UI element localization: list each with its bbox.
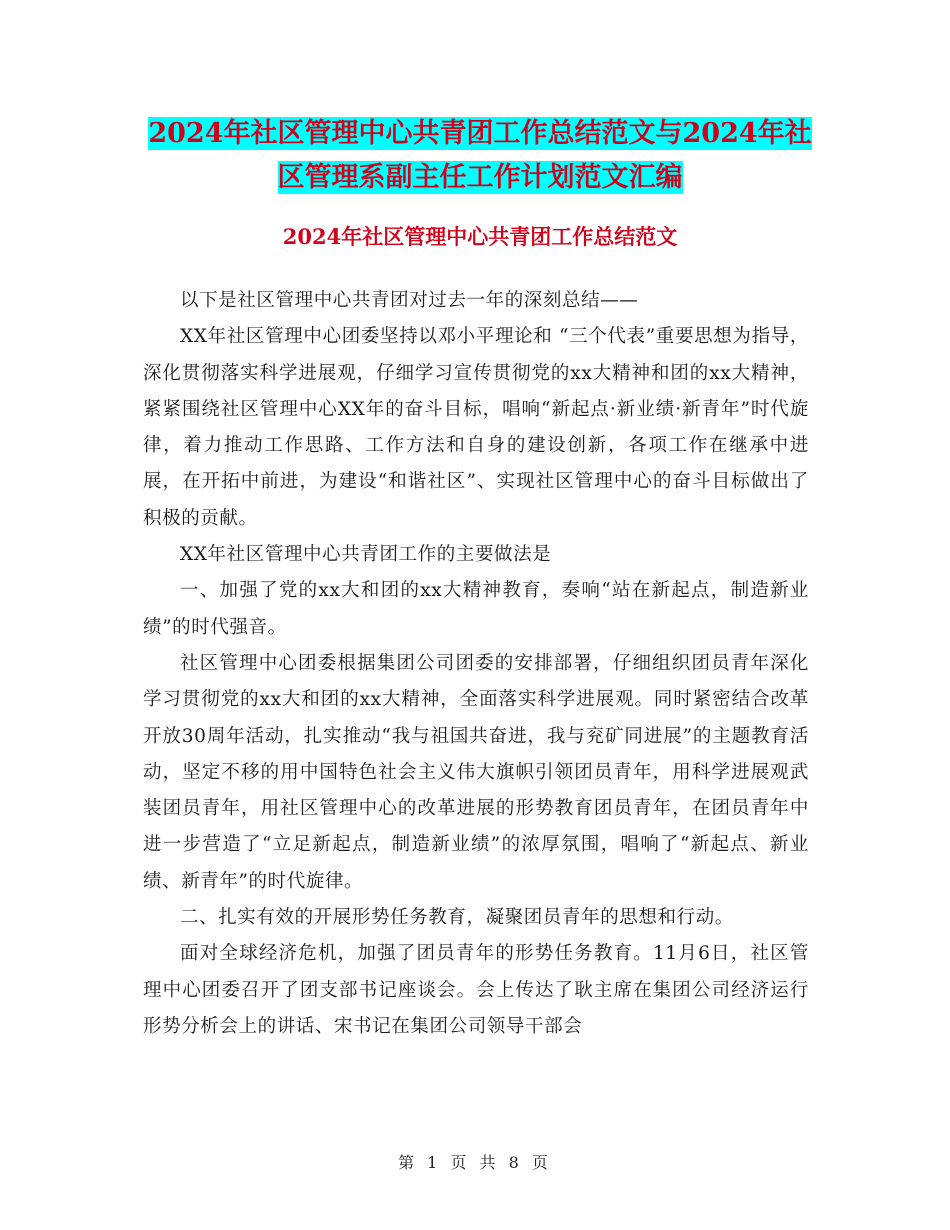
paragraph: 以下是社区管理中心共青团对过去一年的深刻总结——: [180, 290, 639, 311]
document-body: [143, 283, 809, 1045]
page-footer: 第 1 页 共 8 页: [398, 1153, 552, 1172]
paragraph: 面对全球经济危机，加强了团员青年的形势任务教育。11月6日，社区管理中心团委召开了团支部书记座谈会。会上传达了耿主席在集团公司经济运行形势分析会上的讲话、宋书记在集团公司领导干部会: [143, 943, 809, 1037]
paragraph: XX年社区管理中心团委坚持以邓小平理论和 “三个代表”重要思想为指导，深化贯彻落实科学进展观，仔细学习宣传贯彻党的xx大精神和团的xx大精神，紧紧围绕社区管理中心XX年的奋斗目标，唱响“新起点·新业绩·新青年”时代旋律，着力推动工作思路、工作方法和自身的建设创新，各项工作在继承中进展，在开拓中前进，为建设“和谐社区”、实现社区管理中心的奋斗目标做出了积极的贡献。: [143, 326, 809, 529]
section-title: 2024年社区管理中心共青团工作总结范文: [282, 224, 678, 249]
paragraph: 社区管理中心团委根据集团公司团委的安排部署，仔细组织团员青年深化学习贯彻党的xx大和团的xx大精神，全面落实科学进展观。同时紧密结合改革开放30周年活动，扎实推动“我与祖国共奋进，我与兖矿同进展”的主题教育活动，坚定不移的用中国特色社会主义伟大旗帜引领团员青年，用科学进展观武装团员青年，用社区管理中心的改革进展的形势教育团员青年，在团员青年中进一步营造了“立足新起点，制造新业绩”的浓厚氛围，唱响了“新起点、新业绩、新青年”的时代旋律。: [143, 652, 809, 892]
paragraph: 一、加强了党的xx大和团的xx大精神教育，奏响“站在新起点，制造新业绩”的时代强音。: [143, 580, 809, 638]
main-title-highlight: 2024年社区管理中心共青团工作总结范文与2024年社区管理系副主任工作计划范文汇编: [148, 118, 812, 193]
paragraph: 二、扎实有效的开展形势任务教育，凝聚团员青年的思想和行动。: [180, 907, 734, 929]
paragraph: XX年社区管理中心共青团工作的主要做法是: [180, 544, 552, 566]
main-title: [140, 112, 820, 200]
